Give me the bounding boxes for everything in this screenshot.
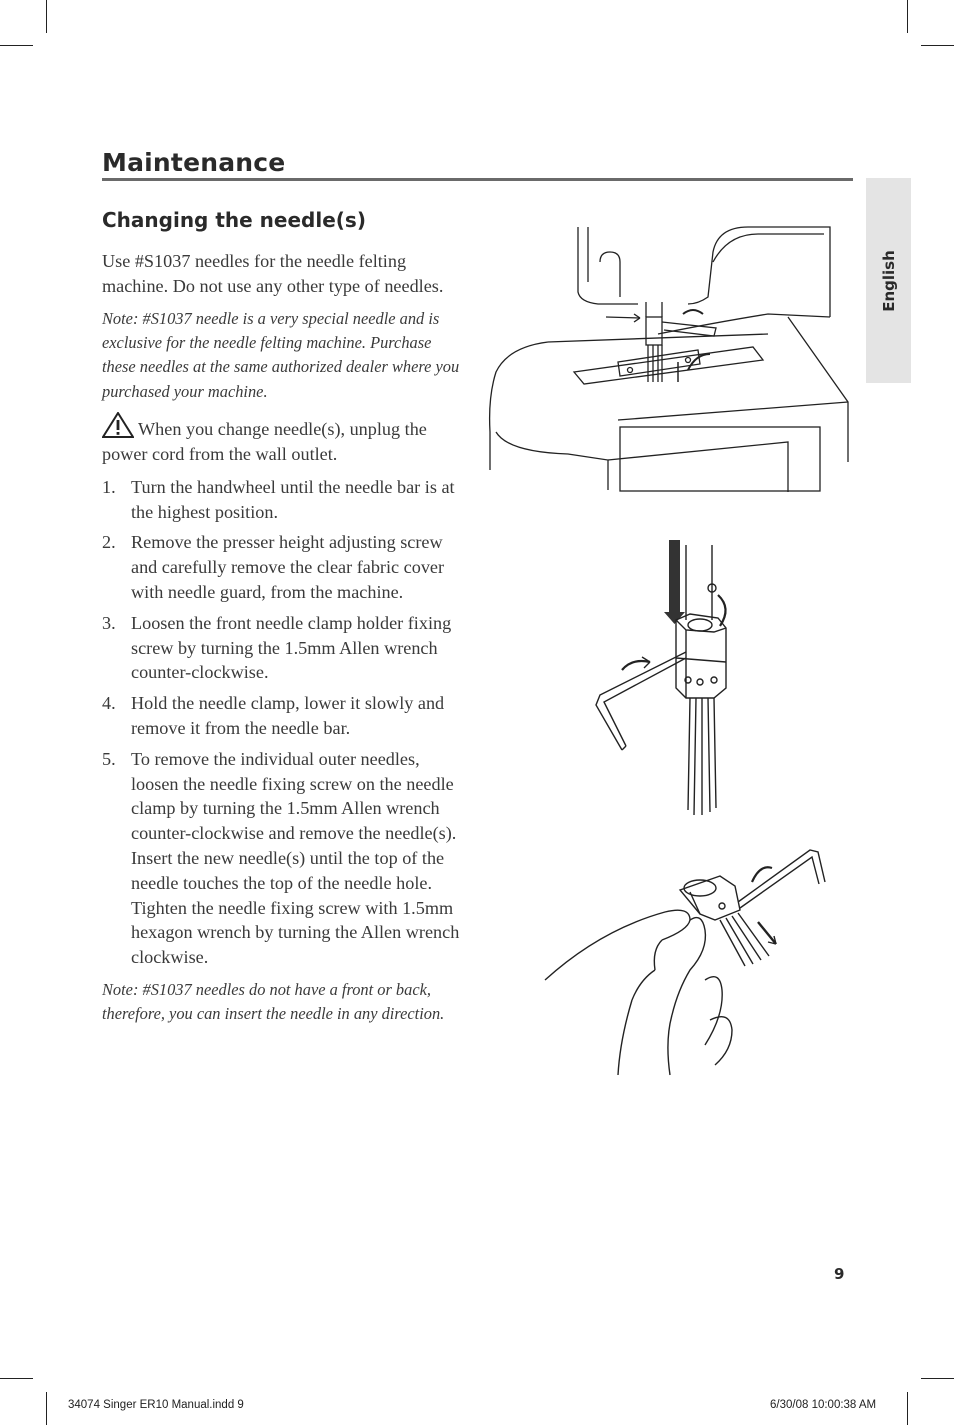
print-slug-file: 34074 Singer ER10 Manual.indd 9 [68, 1399, 244, 1411]
section-title: Maintenance [102, 148, 286, 177]
list-item [102, 611, 467, 685]
list-item [102, 530, 467, 604]
note-exclusive-needle: Note: #S1037 needle is a very special needle and is exclusive for the needle felting machine. Purchase these needles at the same authorized dealer where you purchased your machine. [102, 308, 460, 401]
step-text: Turn the handwheel until the needle bar is at the highest position. [131, 476, 455, 522]
list-item [102, 747, 467, 970]
step-number: 5. [102, 748, 116, 769]
page-number: 9 [834, 1265, 845, 1283]
subsection-title: Changing the needle(s) [102, 208, 366, 232]
step-text: Loosen the front needle clamp holder fixing screw by turning the 1.5mm Allen wrench counter-clockwise. [131, 612, 452, 683]
machine-head-illustration [488, 222, 852, 494]
note-needle-direction: Note: #S1037 needles do not have a front or back, therefore, you can insert the needle in any direction. [102, 979, 445, 1024]
crop-mark [0, 1378, 33, 1379]
title-rule [102, 178, 853, 181]
print-slug-timestamp: 6/30/08 10:00:38 AM [770, 1399, 877, 1411]
warning-icon [102, 412, 134, 438]
step-number: 4. [102, 693, 116, 714]
hand-clamp-illustration [540, 840, 830, 1080]
crop-mark [46, 0, 47, 33]
step-text: Remove the presser height adjusting screw and carefully remove the clear fabric cover with needle guard, from the machine. [131, 532, 445, 602]
language-tab-label: English [879, 249, 898, 312]
step-number: 2. [102, 532, 116, 553]
needle-clamp-illustration [590, 540, 750, 820]
warning-paragraph [102, 412, 467, 467]
crop-mark [907, 0, 908, 33]
list-item [102, 691, 467, 741]
crop-mark [0, 45, 33, 46]
instructions-column [102, 249, 467, 1035]
step-number: 1. [102, 476, 116, 497]
step-text: To remove the individual outer needles, loosen the needle fixing screw on the needle clamp by turning the 1.5mm Allen wrench counter-clockwise and remove the needle(s). Insert the new needle(s) until the top of the needle touches the top of the needle hole. Tighten the needle fixing screw with 1.5mm hexagon wrench by turning the Allen wrench clockwise. [131, 748, 460, 968]
crop-mark [921, 1378, 954, 1379]
step-text: Hold the needle clamp, lower it slowly and remove it from the needle bar. [131, 693, 445, 738]
crop-mark [921, 45, 954, 46]
intro-paragraph: Use #S1037 needles for the needle felting machine. Do not use any other type of needles. [102, 251, 444, 296]
crop-mark [907, 1392, 908, 1425]
warning-text: When you change needle(s), unplug the power cord from the wall outlet. [102, 419, 427, 465]
language-tab [866, 178, 911, 383]
crop-mark [46, 1392, 47, 1425]
steps-list [102, 475, 467, 970]
step-number: 3. [102, 612, 116, 633]
list-item [102, 475, 467, 525]
